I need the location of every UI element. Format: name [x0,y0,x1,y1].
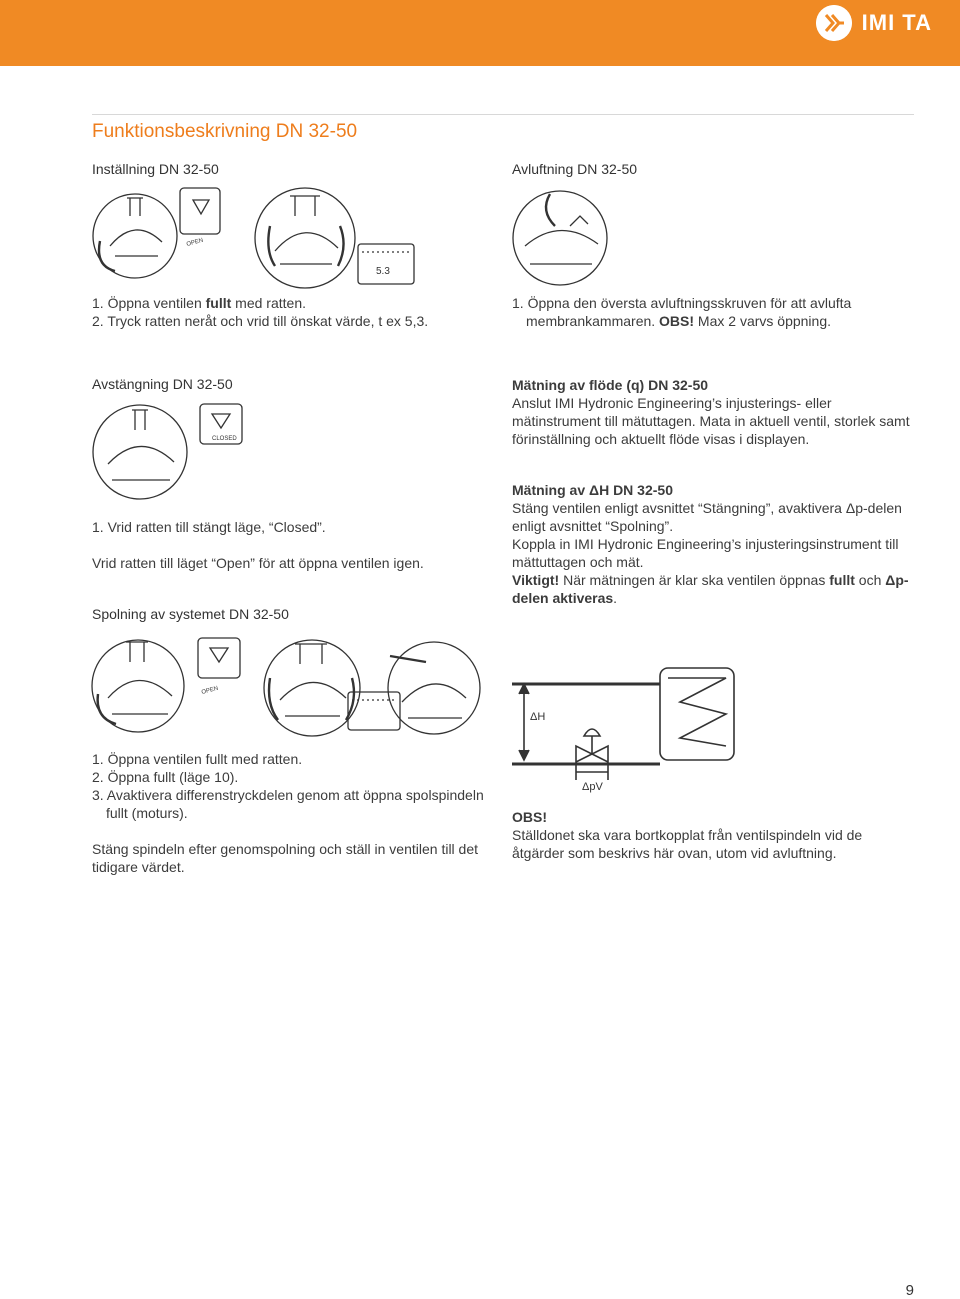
dpv-label: ΔpV [582,781,603,793]
spolning-note-line-2: tidigare värdet. [92,859,185,875]
brand-logo [816,5,932,41]
avluftning-steps [512,294,851,330]
avluftning-step-1-line-2: membrankammaren. OBS! Max 2 varvs öppning. [526,313,832,329]
matning-dh-line-2: enligt avsnittet “Spolning”. [512,518,674,534]
installning-steps [92,294,428,330]
matning-flode-heading: Mätning av flöde (q) DN 32-50 [512,377,709,393]
spolning-illustration [90,634,482,742]
spolning-step-1: 1. Öppna ventilen fullt med ratten. [92,751,303,767]
page-title: Funktionsbeskrivning DN 32-50 [92,121,358,142]
installning-step-2: 2. Tryck ratten neråt och vrid till önskat värde, t ex 5,3. [92,313,429,329]
system-schematic [510,650,740,800]
avstangning-illustration [90,400,250,504]
avluftning-heading: Avluftning DN 32-50 [512,161,638,177]
avluftning-illustration [510,186,610,290]
header-bar [0,0,960,66]
matning-dh-viktigt-line-1: Viktigt! När mätningen är klar ska ventilen öppnas fullt och Δp- [512,572,909,588]
installning-illustration [90,186,420,294]
obs-section [512,808,862,862]
avluftning-step-1-line-1: 1. Öppna den översta avluftningsskruven för att avlufta [512,295,852,311]
open-label: OPEN [185,237,204,248]
spolning-step-2: 2. Öppna fullt (läge 10). [92,769,239,785]
matning-flode-line-3: förinställning och aktuellt flöde visas i displayen. [512,431,810,447]
page-number: 9 [905,1282,914,1299]
matning-dh-section [512,481,909,607]
avstangning-note: Vrid ratten till läget “Open” för att öppna ventilen igen. [92,555,424,571]
dh-label: ΔH [530,711,546,723]
matning-dh-heading: Mätning av ΔH DN 32-50 [512,482,673,498]
matning-dh-line-4: mättuttagen och mät. [512,554,644,570]
spolning-open-label: OPEN [200,685,219,696]
matning-dh-line-1: Stäng ventilen enligt avsnittet “Stängning”, avaktivera Δp-delen [512,500,902,516]
obs-line-1: Ställdonet ska vara bortkopplat från ventilspindeln vid de [512,827,863,843]
spolning-heading: Spolning av systemet DN 32-50 [92,606,289,622]
matning-dh-line-3: Koppla in IMI Hydronic Engineering’s injusteringsinstrument till [512,536,899,552]
avstangning-text [92,518,424,572]
logo-text: IMI TA [861,10,932,35]
display-value: 5.3 [376,266,390,277]
spolning-note-line-1: Stäng spindeln efter genomspolning och ställ in ventilen till det [92,841,479,857]
imi-logo-icon [816,5,852,41]
spolning-steps [92,750,484,876]
avstangning-heading: Avstängning DN 32-50 [92,376,233,392]
avstangning-step-1: 1. Vrid ratten till stängt läge, “Closed”. [92,519,326,535]
spolning-step-3-line-2: fullt (moturs). [106,805,188,821]
matning-flode-line-1: Anslut IMI Hydronic Engineering’s injusterings- eller [512,395,832,411]
matning-flode-section [512,376,910,448]
obs-heading: OBS! [512,809,547,825]
installning-heading: Inställning DN 32-50 [92,161,219,177]
installning-step-1: 1. Öppna ventilen fullt med ratten. [92,295,306,311]
spolning-step-3-line-1: 3. Avaktivera differenstryckdelen genom att öppna spolspindeln [92,787,484,803]
matning-flode-line-2: mätinstrument till mätuttagen. Mata in aktuell ventil, storlek samt [512,413,910,429]
top-divider [92,114,914,115]
matning-dh-viktigt-line-2: delen aktiveras. [512,590,618,606]
obs-line-2: åtgärder som beskrivs här ovan, utom vid avluftning. [512,845,837,861]
closed-label: CLOSED [212,436,237,442]
